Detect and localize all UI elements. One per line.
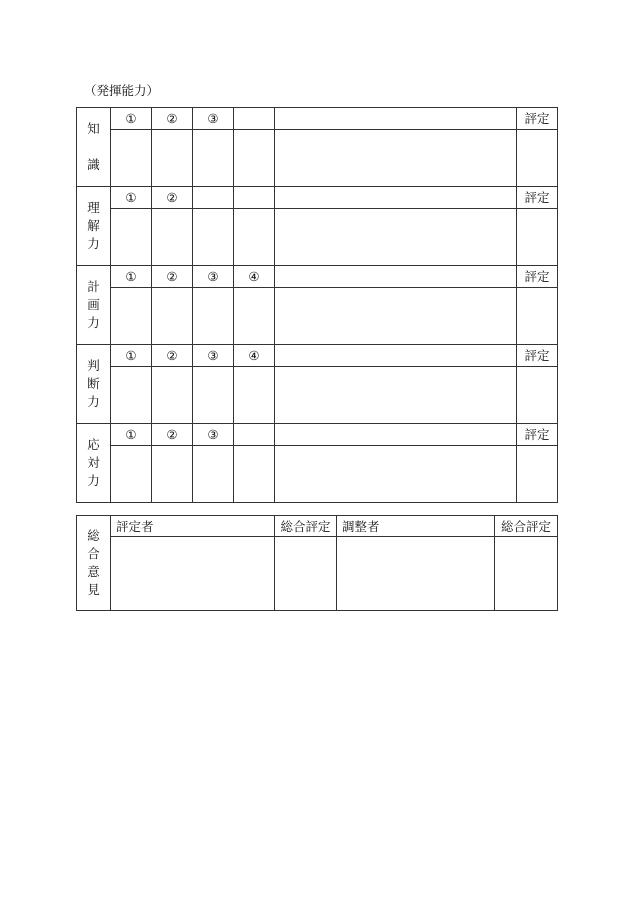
- adjuster-header: 調整者: [337, 516, 495, 537]
- overall-opinion-table: [76, 515, 558, 611]
- criterion-input-cell[interactable]: [152, 288, 193, 345]
- criterion-mark: ②: [152, 187, 193, 209]
- label-char: 解: [87, 218, 100, 233]
- label-char: 画: [87, 297, 100, 312]
- ability-row-body: [77, 130, 558, 187]
- criterion-input-cell[interactable]: [111, 367, 152, 424]
- label-char: 見: [87, 582, 100, 597]
- evaluator-header: 評定者: [111, 516, 275, 537]
- ability-row-header: [77, 108, 558, 130]
- ability-evaluation-table: [76, 107, 558, 503]
- label-char: 断: [87, 376, 100, 391]
- criterion-mark: ③: [193, 108, 234, 130]
- rating-header: 評定: [517, 345, 558, 367]
- ability-row-label: [77, 108, 111, 187]
- criterion-mark: ②: [152, 108, 193, 130]
- ability-row-body: [77, 288, 558, 345]
- criterion-input-cell[interactable]: [234, 288, 275, 345]
- criterion-input-cell[interactable]: [111, 130, 152, 187]
- criterion-description-header: [275, 424, 517, 446]
- ability-row-header: [77, 424, 558, 446]
- criterion-input-cell[interactable]: [152, 446, 193, 503]
- label-char: 計: [87, 279, 100, 294]
- ability-row-label: [77, 187, 111, 266]
- criterion-mark: ③: [193, 424, 234, 446]
- label-char: 応: [87, 437, 100, 452]
- overall-opinion-label: [77, 516, 111, 611]
- criterion-input-cell[interactable]: [152, 209, 193, 266]
- comment-cell[interactable]: [275, 446, 517, 503]
- criterion-input-cell[interactable]: [193, 130, 234, 187]
- evaluator-overall-rating-header: 総合評定: [275, 516, 337, 537]
- rating-cell[interactable]: [517, 446, 558, 503]
- criterion-description-header: [275, 266, 517, 288]
- criterion-input-cell[interactable]: [193, 367, 234, 424]
- rating-header: 評定: [517, 108, 558, 130]
- label-char: 識: [87, 157, 100, 172]
- criterion-mark: ①: [111, 187, 152, 209]
- criterion-mark: ④: [234, 345, 275, 367]
- label-char: 力: [87, 473, 100, 488]
- label-char: 知: [87, 121, 100, 136]
- section-title: （発揮能力）: [84, 83, 160, 98]
- comment-cell[interactable]: [275, 130, 517, 187]
- label-char: 力: [87, 394, 100, 409]
- label-char: 力: [87, 236, 100, 251]
- criterion-input-cell[interactable]: [111, 446, 152, 503]
- ability-row-body: [77, 367, 558, 424]
- label-char: 合: [87, 546, 100, 561]
- criterion-input-cell[interactable]: [111, 288, 152, 345]
- criterion-mark: [234, 108, 275, 130]
- rating-cell[interactable]: [517, 288, 558, 345]
- ability-row-header: [77, 345, 558, 367]
- adjuster-overall-rating-cell[interactable]: [495, 537, 558, 611]
- evaluator-opinion-cell[interactable]: [111, 537, 275, 611]
- rating-cell[interactable]: [517, 367, 558, 424]
- label-char: 力: [87, 315, 100, 330]
- ability-row-header: [77, 266, 558, 288]
- evaluator-overall-rating-cell[interactable]: [275, 537, 337, 611]
- criterion-mark: ②: [152, 266, 193, 288]
- criterion-input-cell[interactable]: [234, 130, 275, 187]
- criterion-mark: ①: [111, 424, 152, 446]
- rating-cell[interactable]: [517, 130, 558, 187]
- ability-row-body: [77, 209, 558, 266]
- criterion-mark: ①: [111, 345, 152, 367]
- rating-header: 評定: [517, 187, 558, 209]
- label-char: 対: [87, 455, 100, 470]
- ability-row-label: [77, 424, 111, 503]
- criterion-mark: [234, 424, 275, 446]
- adjuster-opinion-cell[interactable]: [337, 537, 495, 611]
- criterion-input-cell[interactable]: [111, 209, 152, 266]
- criterion-input-cell[interactable]: [193, 209, 234, 266]
- criterion-mark: [234, 187, 275, 209]
- ability-row-header: [77, 187, 558, 209]
- label-char: 意: [87, 564, 100, 579]
- criterion-input-cell[interactable]: [234, 367, 275, 424]
- criterion-input-cell[interactable]: [152, 367, 193, 424]
- ability-row-label: [77, 266, 111, 345]
- rating-cell[interactable]: [517, 209, 558, 266]
- criterion-mark: ①: [111, 108, 152, 130]
- comment-cell[interactable]: [275, 209, 517, 266]
- criterion-mark: ①: [111, 266, 152, 288]
- criterion-mark: ④: [234, 266, 275, 288]
- criterion-input-cell[interactable]: [234, 209, 275, 266]
- criterion-description-header: [275, 108, 517, 130]
- criterion-mark: [193, 187, 234, 209]
- adjuster-overall-rating-header: 総合評定: [495, 516, 558, 537]
- criterion-mark: ③: [193, 345, 234, 367]
- ability-row-body: [77, 446, 558, 503]
- ability-row-label: [77, 345, 111, 424]
- label-char: 判: [87, 358, 100, 373]
- criterion-mark: ③: [193, 266, 234, 288]
- criterion-description-header: [275, 345, 517, 367]
- comment-cell[interactable]: [275, 367, 517, 424]
- criterion-input-cell[interactable]: [193, 446, 234, 503]
- criterion-mark: ②: [152, 345, 193, 367]
- criterion-description-header: [275, 187, 517, 209]
- comment-cell[interactable]: [275, 288, 517, 345]
- rating-header: 評定: [517, 266, 558, 288]
- criterion-input-cell[interactable]: [193, 288, 234, 345]
- rating-header: 評定: [517, 424, 558, 446]
- criterion-input-cell[interactable]: [234, 446, 275, 503]
- criterion-mark: ②: [152, 424, 193, 446]
- label-char: 理: [87, 200, 100, 215]
- label-char: 総: [87, 528, 100, 543]
- criterion-input-cell[interactable]: [152, 130, 193, 187]
